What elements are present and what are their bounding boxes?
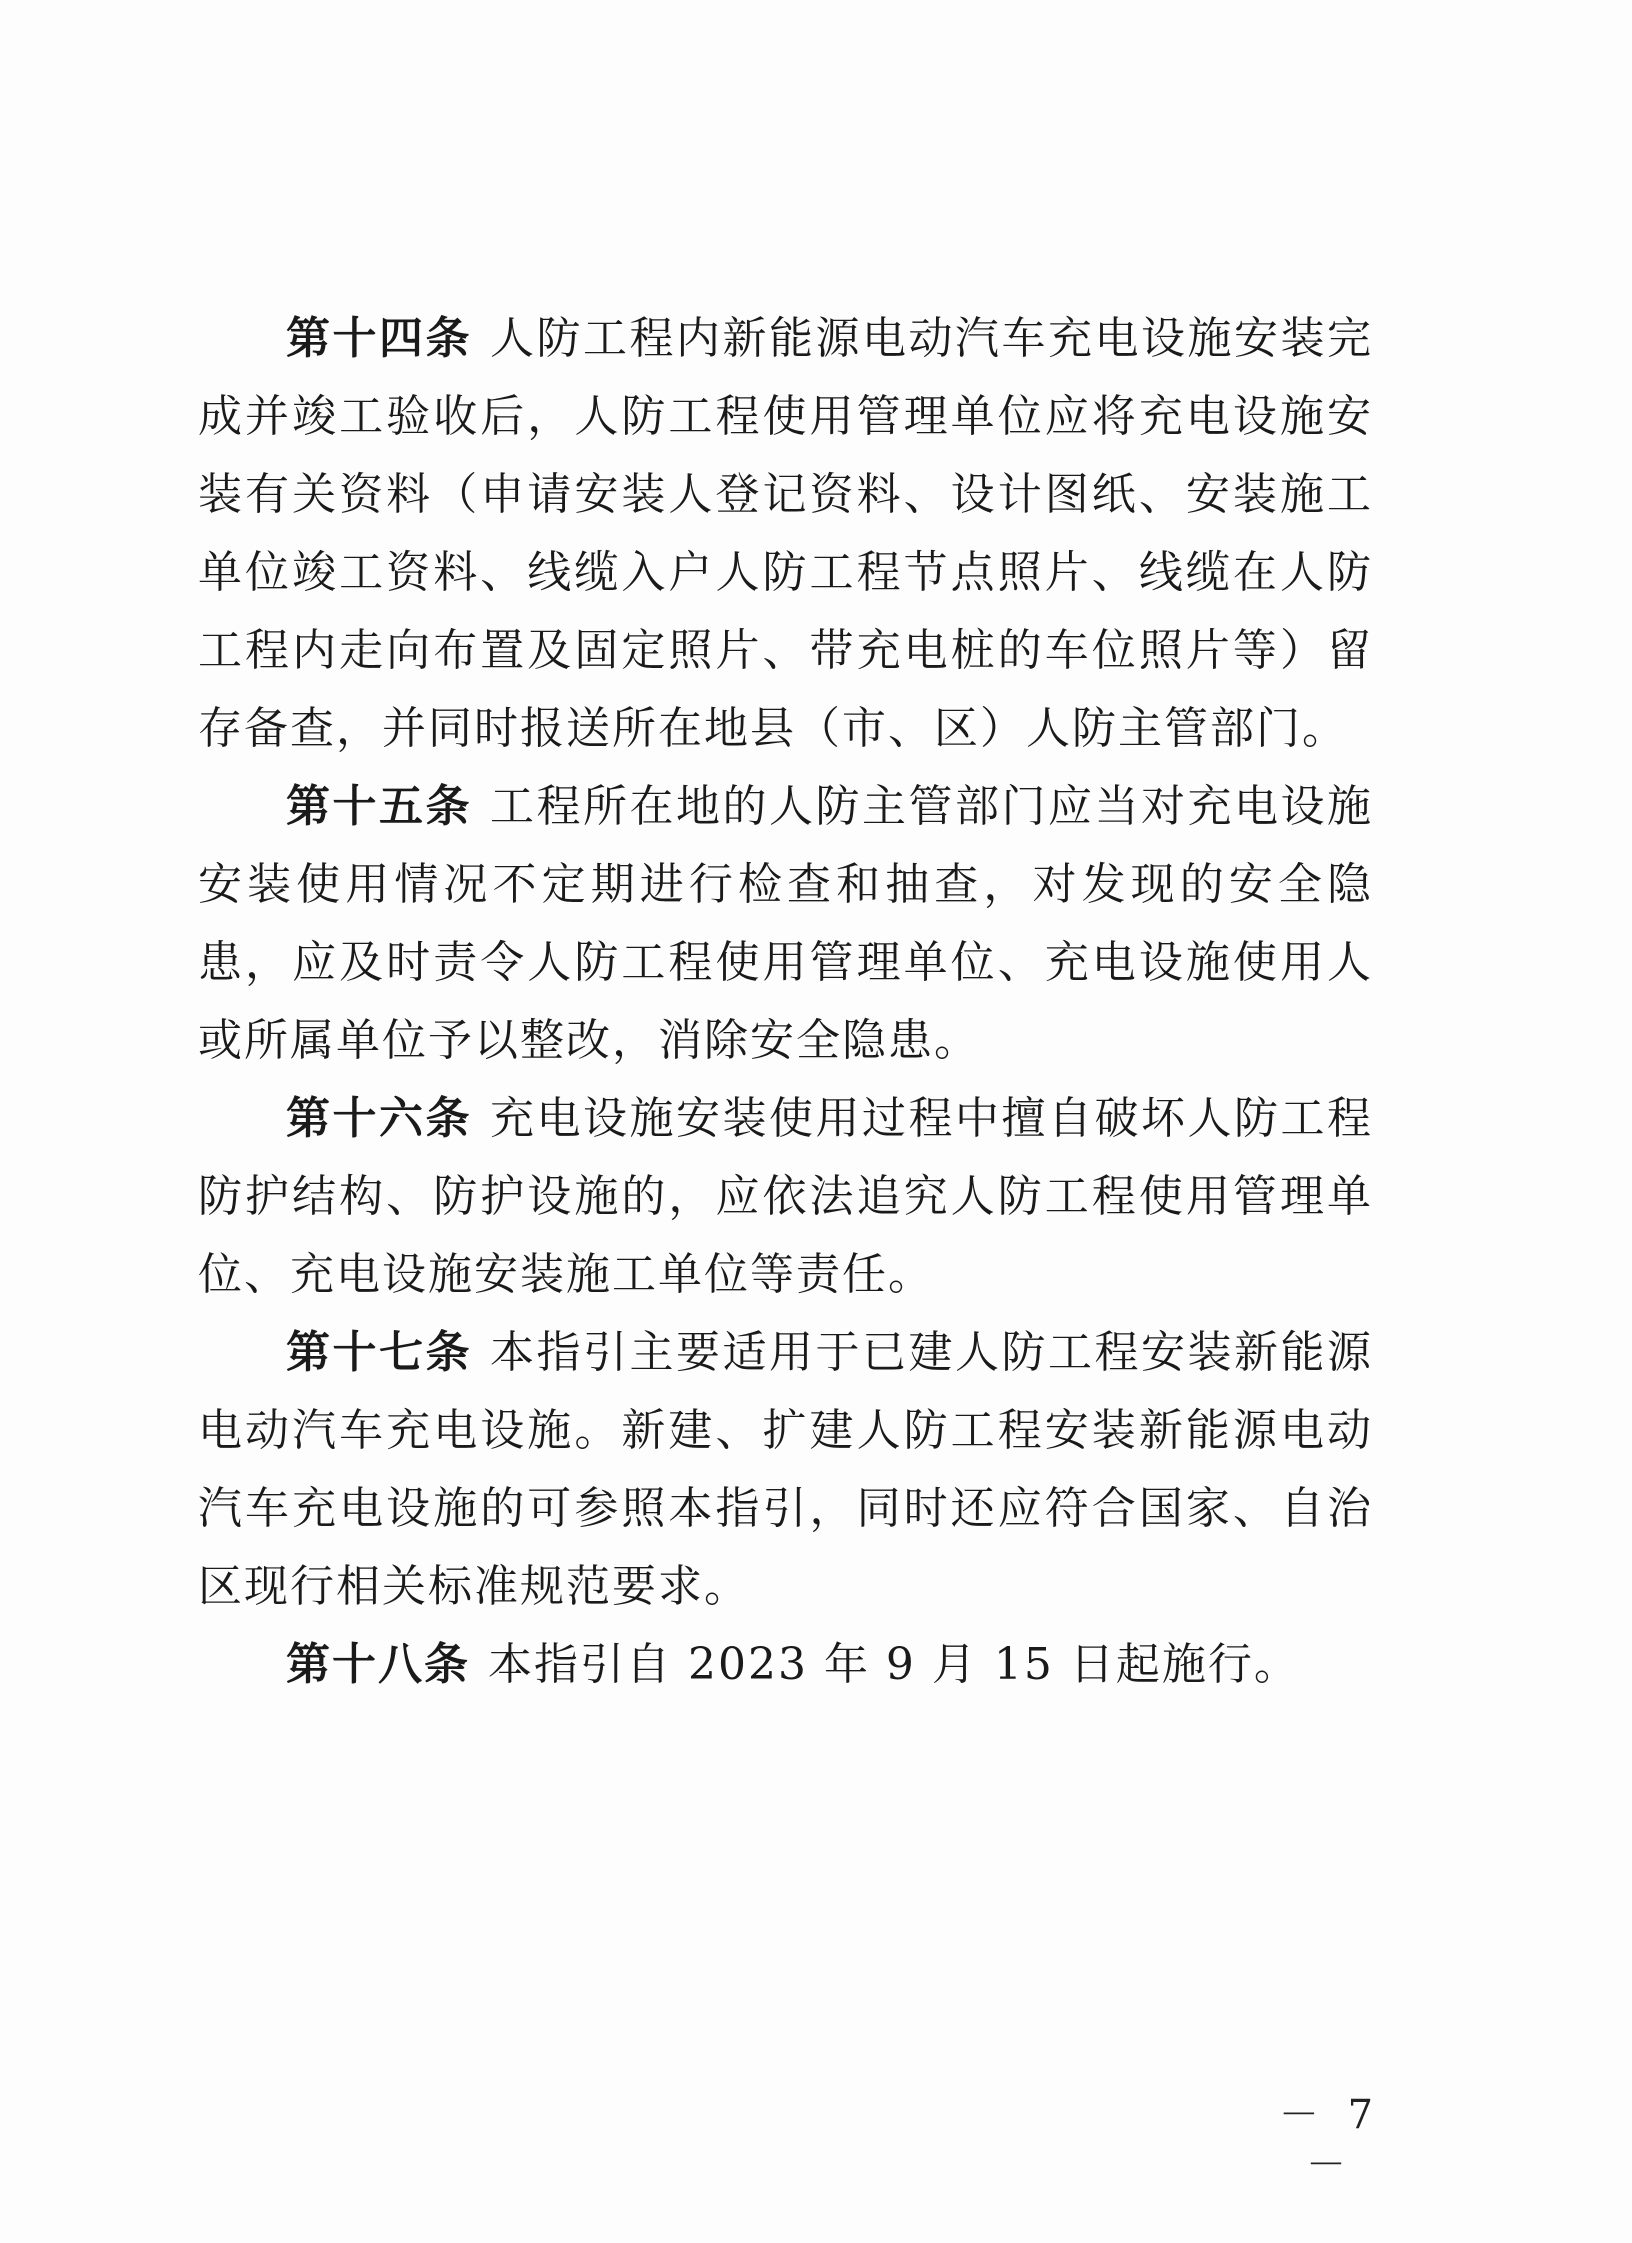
article-title: 第十五条 <box>286 781 472 832</box>
document-body <box>198 300 1373 1704</box>
article-15 <box>198 768 1373 1080</box>
article-text: 工程所在地的人防主管部门应当对充电设施安装使用情况不定期进行检查和抽查，对发现的安全隐患，应及时责令人防工程使用管理单位、充电设施使用人或所属单位予以整改，消除安全隐患。 <box>198 781 1373 1066</box>
article-title: 第十八条 <box>286 1639 470 1690</box>
article-text: 人防工程内新能源电动汽车充电设施安装完成并竣工验收后，人防工程使用管理单位应将充电设施安装有关资料（申请安装人登记资料、设计图纸、安装施工单位竣工资料、线缆入户人防工程节点照片、线缆在人防工程内走向布置及固定照片、带充电桩的车位照片等）留存备查，并同时报送所在地县（市、区）人防主管部门。 <box>198 313 1373 754</box>
article-17 <box>198 1314 1373 1626</box>
article-title: 第十七条 <box>286 1327 472 1378</box>
article-text: 本指引主要适用于已建人防工程安装新能源电动汽车充电设施。新建、扩建人防工程安装新能源电动汽车充电设施的可参照本指引，同时还应符合国家、自治区现行相关标准规范要求。 <box>198 1327 1373 1612</box>
article-text: 本指引自 2023 年 9 月 15 日起施行。 <box>488 1639 1300 1690</box>
article-text: 充电设施安装使用过程中擅自破坏人防工程防护结构、防护设施的，应依法追究人防工程使用管理单位、充电设施安装施工单位等责任。 <box>198 1093 1373 1300</box>
article-18 <box>198 1626 1373 1704</box>
article-16 <box>198 1080 1373 1314</box>
article-title: 第十六条 <box>286 1093 472 1144</box>
page-number: － 7 － <box>1278 2092 1382 2188</box>
article-title: 第十四条 <box>286 313 472 364</box>
article-14 <box>198 300 1373 768</box>
